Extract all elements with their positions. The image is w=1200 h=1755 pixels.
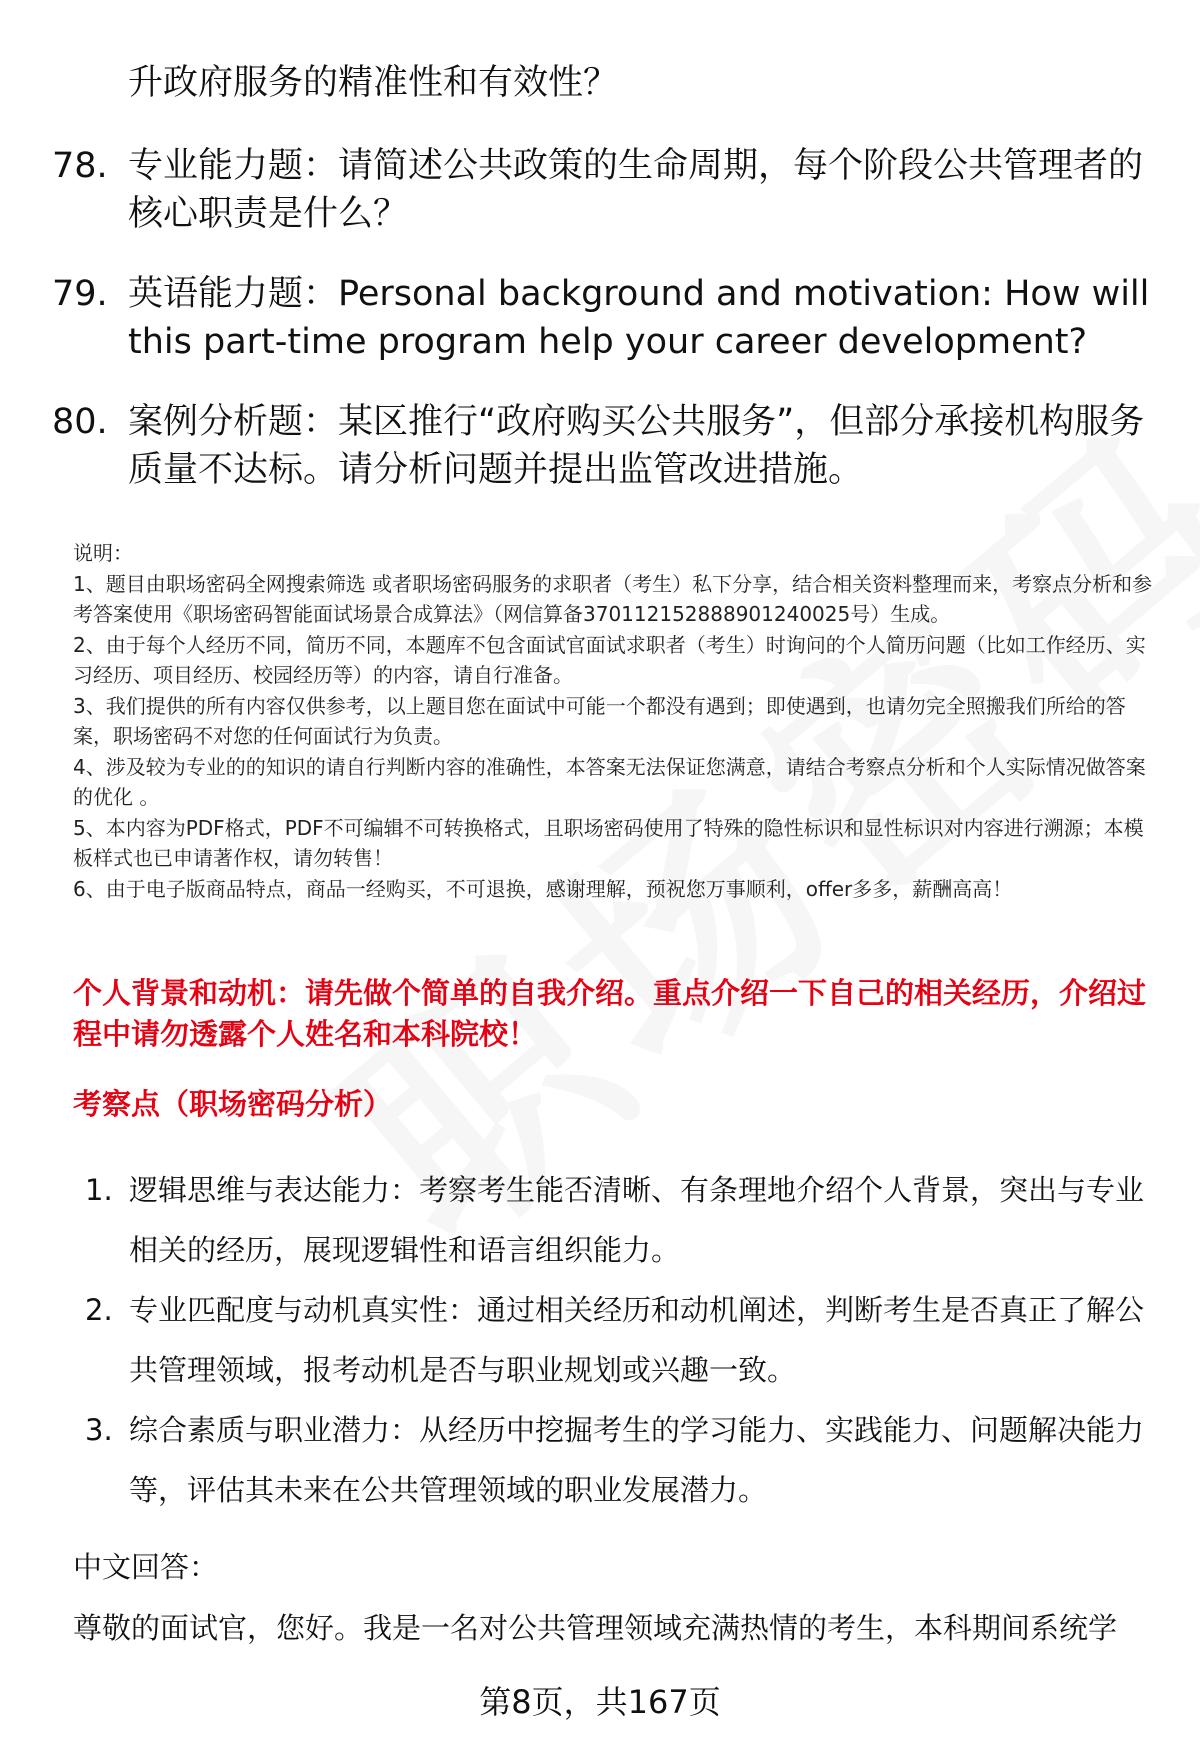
question-list <box>52 142 1162 526</box>
analysis-points <box>85 1160 1163 1520</box>
chinese-answer-label: 中文回答： <box>73 1550 219 1584</box>
point-text: 综合素质与职业潜力：从经历中挖掘考生的学习能力、实践能力、问题解决能力等，评估其未来在公共管理领域的职业发展潜力。 <box>129 1413 1145 1507</box>
question-number: 78. <box>52 146 108 186</box>
chinese-answer-text: 尊敬的面试官，您好。我是一名对公共管理领域充满热情的考生，本科期间系统学 <box>73 1611 1118 1645</box>
notes-section <box>73 538 1163 904</box>
point-text: 逻辑思维与表达能力：考察考生能否清晰、有条理地介绍个人背景，突出与专业相关的经历，展现逻辑性和语言组织能力。 <box>129 1173 1145 1267</box>
analysis-point <box>85 1400 1163 1520</box>
page-footer: 第8页，共167页 <box>479 1683 721 1721</box>
question-text: 英语能力题：Personal background and motivation: How will this part-time program help your career development? <box>128 274 1150 362</box>
question-continuation: 升政府服务的精准性和有效性？ <box>128 63 619 103</box>
point-number: 3. <box>85 1413 113 1447</box>
note-item: 4、涉及较为专业的的知识的请自行判断内容的准确性，本答案无法保证您满意，请结合考察点分析和个人实际情况做答案的优化 。 <box>73 754 1146 809</box>
note-item: 3、我们提供的所有内容仅供参考，以上题目您在面试中可能一个都没有遇到；即使遇到，也请勿完全照搬我们所给的答案，职场密码不对您的任何面试行为负责。 <box>73 693 1126 748</box>
analysis-heading: 考察点（职场密码分析） <box>73 1087 393 1121</box>
question-number: 80. <box>52 402 108 442</box>
question-text: 案例分析题：某区推行“政府购买公共服务”，但部分承接机构服务质量不达标。请分析问题并提出监管改进措施。 <box>128 402 1145 490</box>
note-item: 6、由于电子版商品特点，商品一经购买，不可退换，感谢理解，预祝您万事顺利，offer多多，薪酬高高！ <box>73 876 1013 901</box>
point-text: 专业匹配度与动机真实性：通过相关经历和动机阐述，判断考生是否真正了解公共管理领域，报考动机是否与职业规划或兴趣一致。 <box>129 1293 1145 1387</box>
question-item <box>52 270 1162 366</box>
analysis-point <box>85 1280 1163 1400</box>
point-number: 1. <box>85 1173 113 1207</box>
question-item <box>52 398 1162 494</box>
note-item: 5、本内容为PDF格式，PDF不可编辑不可转换格式，且职场密码使用了特殊的隐性标识和显性标识对内容进行溯源；本模板样式也已申请著作权，请勿转售！ <box>73 815 1144 870</box>
question-text: 专业能力题：请简述公共政策的生命周期，每个阶段公共管理者的核心职责是什么？ <box>128 146 1144 234</box>
question-number: 79. <box>52 274 108 314</box>
analysis-point <box>85 1160 1163 1280</box>
notes-heading: 说明： <box>73 541 133 565</box>
question-heading: 个人背景和动机：请先做个简单的自我介绍。重点介绍一下自己的相关经历，介绍过程中请勿透露个人姓名和本科院校！ <box>73 976 1147 1051</box>
question-item <box>52 142 1162 238</box>
point-number: 2. <box>85 1293 113 1327</box>
note-item: 1、题目由职场密码全网搜索筛选 或者职场密码服务的求职者（考生）私下分享，结合相关资料整理而来，考察点分析和参考答案使用《职场密码智能面试场景合成算法》（网信算备370112152888901240025号）生成。 <box>73 571 1153 626</box>
note-item: 2、由于每个人经历不同，简历不同，本题库不包含面试官面试求职者（考生）时询问的个人简历问题（比如工作经历、实习经历、项目经历、校园经历等）的内容，请自行准备。 <box>73 632 1146 687</box>
